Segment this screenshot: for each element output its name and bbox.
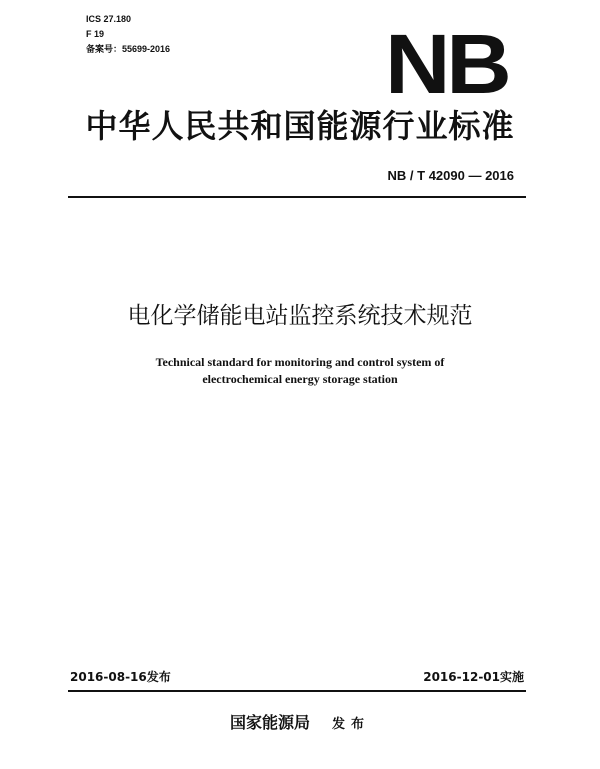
standard-title-english <box>0 354 600 388</box>
issue-label: 发布 <box>332 717 371 732</box>
issuer <box>0 711 600 737</box>
ics-code: ICS 27.180 <box>86 14 132 24</box>
implementation-date: 2016-12-01实施 <box>423 670 524 684</box>
ccs-code: F 19 <box>86 29 105 39</box>
authority-title: 中华人民共和国能源行业标准 <box>85 107 515 145</box>
top-divider <box>68 196 526 198</box>
issuer-name: 国家能源局 <box>229 713 310 732</box>
bottom-divider <box>68 690 526 692</box>
english-title-line-1: Technical standard for monitoring and control system of <box>155 355 445 369</box>
filing-number: 备案号：55699-2016 <box>86 44 171 54</box>
english-title-line-2: electrochemical energy storage station <box>202 372 398 386</box>
nb-logo: NB <box>385 17 508 111</box>
document-metadata <box>86 12 170 57</box>
publish-date: 2016-08-16发布 <box>70 670 171 684</box>
standard-title-chinese: 电化学储能电站监控系统技术规范 <box>127 303 473 329</box>
standard-number: NB / T 42090 — 2016 <box>387 168 514 183</box>
